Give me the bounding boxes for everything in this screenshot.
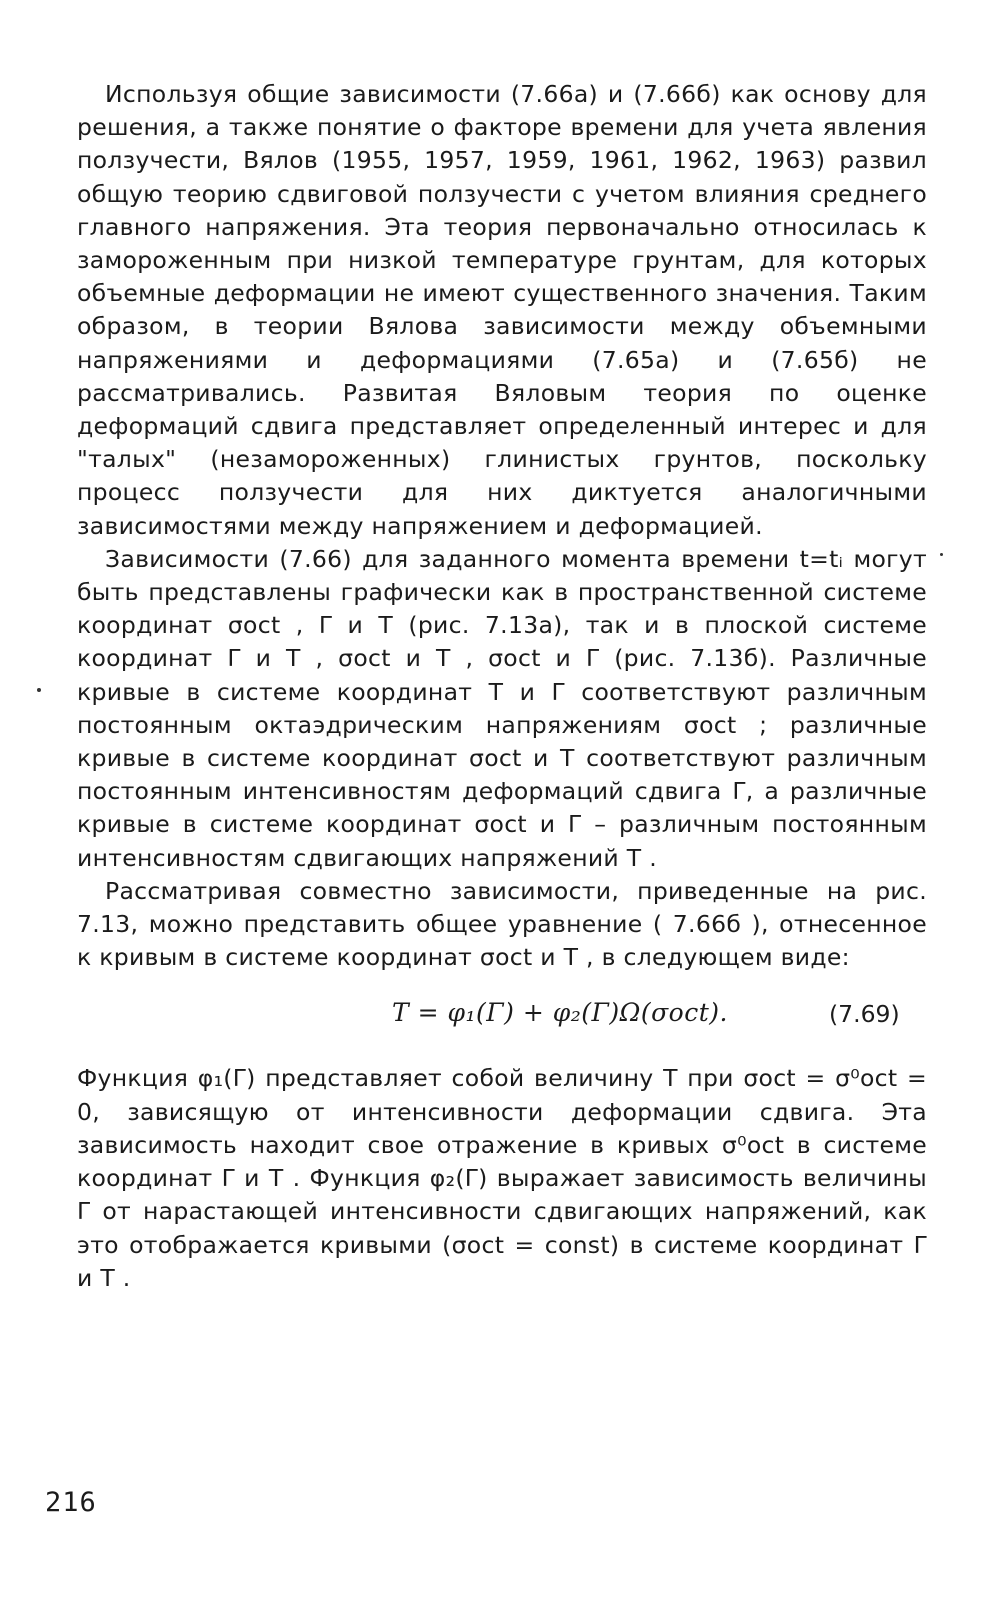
- equation-number: (7.69): [829, 1000, 900, 1029]
- print-speck: [940, 553, 943, 556]
- paragraph-3: Рассматривая совместно зависимости, приведенные на рис. 7.13, можно представить общее уравнение ( 7.66б ), отнесенное к кривым в системе координат σoct и T , в следующем виде:: [77, 876, 927, 972]
- page-body: [77, 78, 927, 1295]
- equation-7-69: T = φ₁(Γ) + φ₂(Γ)Ω(σoct).: [392, 998, 728, 1028]
- paragraph-1: Используя общие зависимости (7.66а) и (7.66б) как основу для решения, а также понятие о факторе времени для учета явления ползучести, Вялов (1955, 1957, 1959, 1961, 1962, 1963) развил общую теорию сдвиговой ползучести с учетом влияния среднего главного напряжения. Эта теория первоначально относилась к замороженным при низкой температуре грунтам, для которых объемные деформации не имеют существенного значения. Таким образом, в теории Вялова зависимости между объемными напряжениями и деформациями (7.65а) и (7.65б) не рассматривались. Развитая Вяловым теория по оценке деформаций сдвига представляет определенный интерес и для "талых" (незамороженных) глинистых грунтов, поскольку процесс ползучести для них диктуется аналогичными зависимостями между напряжением и деформацией.: [77, 80, 927, 540]
- equation-block: [77, 988, 927, 1044]
- paragraph-2: Зависимости (7.66) для заданного момента времени t=tᵢ могут быть представлены графически как в пространственной системе координат σoct , Γ и T (рис. 7.13а), так и в плоской системе координат Γ и T , σoct и T , σoct и Γ (рис. 7.13б). Различные кривые в системе координат T и Γ соответствуют различным постоянным октаэдрическим напряжениям σoct ; различные кривые в системе координат σoct и T соответствуют различным постоянным интенсивностям деформаций сдвига Γ, а различные кривые в системе координат σoct и Γ – различным постоянным интенсивностям сдвигающих напряжений T .: [77, 544, 927, 872]
- paragraph-4: Функция φ₁(Γ) представляет собой величину T при σoct = σ⁰oct = 0, зависящую от интенсивности деформации сдвига. Эта зависимость находит свое отражение в кривых σ⁰oct в системе координат Γ и T . Функция φ₂(Γ) выражает зависимость величины Γ от нарастающей интенсивности сдвигающих напряжений, как это отображается кривыми (σoct = const) в системе координат Γ и T .: [77, 1064, 927, 1292]
- print-speck: [37, 688, 41, 692]
- page-number: 216: [45, 1487, 97, 1518]
